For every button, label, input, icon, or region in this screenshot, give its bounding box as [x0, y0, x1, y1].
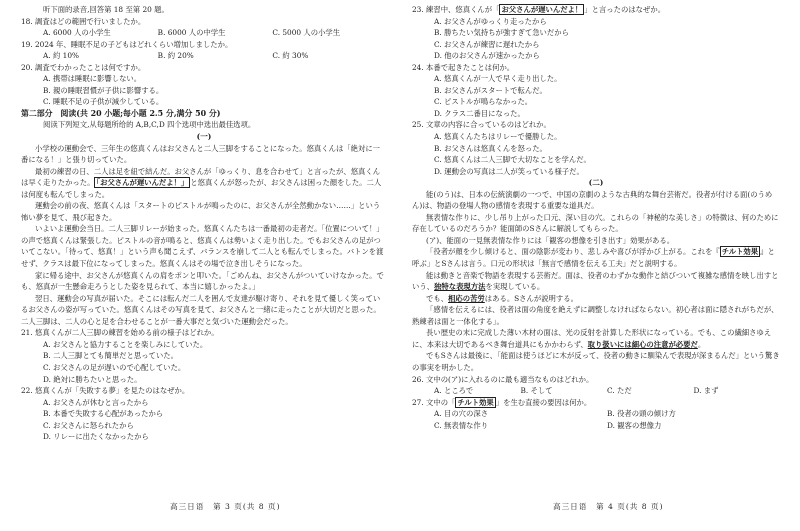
question-22-option-b[interactable]: B. 本番で失敗する心配があったから: [43, 409, 164, 419]
question-26-option-a[interactable]: A. ところで: [434, 386, 474, 396]
question-27-option-b[interactable]: B. 役者の頭の傾け方: [607, 409, 676, 419]
passage-2-paragraph: (ア)、能面の一見無表情な作りには「観客の想像を引き出す」効果がある。: [426, 235, 675, 245]
question-25-option-d[interactable]: D. 運動会の写真は二人が笑っている様子だ。: [434, 166, 584, 176]
passage-1-paragraph: 小学校の運動会で、三年生の悠真くんはお父さんと二人三脚をすることになった。悠真くんは「絶対に一番になる！」と張り切っていた。: [21, 143, 381, 165]
passage-text: と悠真くんが怒ったが、お父さんは困った顔をした。二人は何度も転んでしまった。: [21, 178, 382, 199]
passage-2-paragraph: 能(のう)は、日本の伝統演劇の一つで、中国の京劇のような古典的な舞台芸術だ。役者が付ける面(のうめん)は、物語の登場人物の感情を表現する重要な道具だ。: [412, 189, 773, 211]
question-24-option-a[interactable]: A. 悠真くんが一人で早く走り出した。: [434, 74, 562, 84]
question-22-option-c[interactable]: C. お父さんに怒られたから: [43, 420, 134, 430]
question-22-option-a[interactable]: A. お父さんが休むと言ったから: [43, 397, 149, 407]
question-21-stem: 21. 悠真くんが二人三脚の練習を始める前の様子はどれか。: [21, 328, 219, 338]
passage-2-paragraph: [412, 293, 780, 305]
part-2-instructions: 阅读下列短文,从每题所给的 A,B,C,D 四个选项中选出最佳选项。: [43, 120, 256, 130]
page-4-column: [412, 4, 780, 498]
question-24-stem: 24. 本番で起きたことは何か。: [412, 62, 515, 72]
passage-2-title: (二): [588, 178, 604, 188]
question-19-stem: 19. 2024 年、睡眠不足の子どもはどれくらい増加しましたか。: [21, 39, 233, 49]
question-18-options: [21, 27, 387, 39]
passage-text: 長い歴史の末に完成した薄い木材の面は、光の反射を計算した形状になっている。でも、この繊細さゆえに、本来は大切であるべき舞台道具にもかかわらず、: [412, 328, 772, 349]
boxed-quote: 「お父さんが遅いんだよ！」: [96, 178, 189, 188]
question-20-option-c[interactable]: C. 睡眠不足の子供が減少している。: [43, 97, 164, 107]
question-26-option-d[interactable]: D. まず: [693, 386, 719, 396]
passage-2-paragraph: 「感情を伝えるには、役者は面の角度を絶えずに調整しなければならない。初心者は面に隠されがちだが、熟練者は面と一体化する」。: [412, 305, 779, 326]
question-20-option-b[interactable]: B. 親の睡眠習慣が子供に影響する。: [43, 85, 164, 95]
question-26-option-c[interactable]: C. ただ: [607, 386, 632, 396]
passage-1-title: (一): [196, 132, 212, 142]
question-19-options: [21, 50, 387, 62]
question-27-option-a[interactable]: A. 目の穴の深さ: [434, 409, 489, 419]
page-4-footer: 高三日语 第 4 页(共 8 页): [553, 502, 664, 511]
passage-2-paragraph: [412, 246, 780, 269]
passage-text: 能は動きと音楽で物語を表現する芸術だ。面は、役者のわずかな動作と結びついて複雑な感情を映し出すという、: [412, 270, 779, 292]
passage-2-paragraph: 無表情な作りに、少し吊り上がった口元、深い目の穴。これらの「神秘的な美しさ」の特徴は、何のために存在しているのだろうか？能面師のSさんに解説してもらった。: [412, 212, 779, 234]
question-21-option-d[interactable]: D. 絶対に勝ちたいと思った。: [43, 374, 142, 384]
underlined-phrase: 独特な表現方法: [434, 282, 486, 292]
question-18-stem: 18. 調査はどの範囲で行いましたか。: [21, 16, 146, 26]
question-21-option-a[interactable]: A. お父さんと協力することを楽しみにしていた。: [43, 339, 208, 349]
boxed-quote: お父さんが遅いんだよ！: [501, 5, 583, 14]
question-21-option-b[interactable]: B. 二人三脚とても簡単だと思っていた。: [43, 351, 178, 361]
question-27-option-c[interactable]: C. 無表情な作り: [434, 420, 489, 430]
question-18-option-c[interactable]: C. 5000 人の小学生: [272, 28, 341, 38]
page-3-column: [21, 4, 387, 498]
question-27-option-d[interactable]: D. 観客の想像力: [607, 420, 662, 430]
question-text: 27. 文中の「: [412, 397, 456, 407]
question-text: 23. 練習中、悠真くんが「: [412, 5, 500, 14]
boxed-term: チルト効果: [457, 397, 494, 407]
question-19-option-c[interactable]: C. 約 30%: [272, 51, 309, 61]
question-24-option-d[interactable]: D. クラス二番目になった。: [434, 108, 525, 118]
underlined-phrase: 取り扱いには細心の注意が必要だ: [587, 339, 698, 349]
question-19-option-a[interactable]: A. 約 10%: [43, 51, 79, 61]
question-25-option-a[interactable]: A. 悠真くんたちはリレーで優勝した。: [434, 132, 562, 142]
boxed-term: チルト効果: [721, 247, 759, 257]
passage-1-paragraph: [21, 166, 387, 201]
passage-1-paragraph: いよいよ運動会当日。二人三脚リレーが始まった。悠真くんたちは一番最初の走者だ。「位置について！」の声で悠真くんは緊張した。ピストルの音が鳴ると、悠真くんは勢いよく走り出した。でもお父さんの足がついてこない。「待って、悠真！」という声も聞こえず、バランスを崩して二人とも転んでしまった。バトンを渡せず、クラスは最下位になってしまった。悠真くんはその場で泣き出しそうになった。: [21, 224, 384, 269]
question-23-stem: [412, 4, 780, 16]
question-26-options: [412, 385, 780, 397]
passage-text: 』と呼ぶ」とSさんは言う。口元の形状は「無言で感情を伝える工夫」だと説明する。: [412, 247, 775, 269]
question-20-option-a[interactable]: A. 携帯は睡眠に影響しない。: [43, 74, 142, 84]
question-text: 」を生む直接の要因は何か。: [495, 397, 592, 407]
question-27-options-row-1: [412, 408, 780, 420]
question-27-stem: [412, 397, 780, 409]
question-25-option-b[interactable]: B. お父さんは悠真くんを怒った。: [434, 143, 547, 153]
question-25-stem: 25. 文章の内容に合っているのはどれか。: [412, 120, 551, 130]
question-20-stem: 20. 調査でわかったことは何ですか。: [21, 62, 146, 72]
question-23-option-c[interactable]: C. お父さんが練習に遅れたから: [434, 39, 540, 49]
question-18-option-b[interactable]: B. 6000 人の中学生: [157, 28, 226, 38]
question-23-option-a[interactable]: A. お父さんがゆっくり走ったから: [434, 16, 547, 26]
page-3-footer: 高三日语 第 3 页(共 8 页): [170, 502, 281, 511]
passage-1-paragraph: 翌日、運動会の写真が届いた。そこには転んだ二人を囲んで友達が駆け寄り、それを見て優しく笑っているお父さんの姿が写っていた。悠真くんはその写真を見て、お父さんと一緒に走ったことが大切だと思った。二人三脚は、二人の心と足を合わせることが一番大事だと気づいた運動会だった。: [21, 293, 381, 326]
passage-text: 。: [697, 339, 706, 349]
question-22-stem: 22. 悠真くんが「失敗する夢」を見たのはなぜか。: [21, 386, 190, 396]
passage-2-paragraph: [412, 270, 780, 293]
question-27-options-row-2: [412, 420, 780, 432]
question-26-stem: 26. 文中の(ア)に入れるのに最も適当なものはどれか。: [412, 374, 594, 384]
question-25-option-c[interactable]: C. 悠真くんは二人三脚で大切なことを学んだ。: [434, 155, 591, 165]
question-23-option-d[interactable]: D. 他のお父さんが速かったから: [434, 51, 540, 61]
question-26-option-b[interactable]: B. そして: [520, 386, 553, 396]
part-2-heading: 第二部分 阅读(共 20 小题;每小题 2.5 分,满分 50 分): [21, 108, 221, 118]
question-22-option-d[interactable]: D. リレーに出たくなかったから: [43, 432, 149, 442]
question-text: 」と言ったのはなぜか。: [584, 5, 666, 14]
passage-2-paragraph: [412, 327, 780, 350]
question-24-option-c[interactable]: C. ピストルが鳴らなかった。: [434, 97, 533, 107]
question-19-option-b[interactable]: B. 約 20%: [157, 51, 194, 61]
passage-text: 「役者が顔を少し傾けると、面の陰影が変わり、悲しみや喜びが浮かび上がる。これを『: [426, 247, 720, 257]
passage-text: 最初の練習の日、二人は足を紐で結んだ。お父さんが「ゆっくり、息を合わせて」と言ったが、悠真くんは早く走りたかった。: [21, 166, 381, 188]
question-18-option-a[interactable]: A. 6000 人の小学生: [43, 28, 111, 38]
question-21-option-c[interactable]: C. お父さんの足が遅いので心配していた。: [43, 362, 186, 372]
question-24-option-b[interactable]: B. お父さんがスタートで転んだ。: [434, 85, 547, 95]
passage-text: はある。Sさんが説明する。: [484, 293, 578, 303]
passage-text: を実現している。: [485, 282, 545, 292]
listening-intro: 听下面的录音,回答第 18 至第 20 题。: [43, 5, 169, 14]
question-23-option-b[interactable]: B. 勝ちたい気持ちが強すぎて急いだから: [434, 28, 569, 38]
passage-text: でも、: [426, 293, 449, 303]
passage-2-paragraph: でもSさんは最後に、「能面は使うほどに木が反って、役者の動きに馴染んで表現が深まるんだ」という驚きの事実を明かした。: [412, 351, 780, 372]
passage-1-paragraph: 運動会の前の夜、悠真くんは「スタートのピストルが鳴ったのに、お父さんが全然動かない……」という怖い夢を見て、飛び起きた。: [21, 201, 381, 222]
passage-1-paragraph: 家に帰る途中、お父さんが悠真くんの肩をポンと叩いた。「ごめんね、お父さんがついていけなかった。でも、悠真が一生懸命走ろうとした姿を見られて、本当に嬉しかったよ。」: [21, 270, 384, 292]
underlined-phrase: 相応の苦労: [448, 293, 485, 303]
